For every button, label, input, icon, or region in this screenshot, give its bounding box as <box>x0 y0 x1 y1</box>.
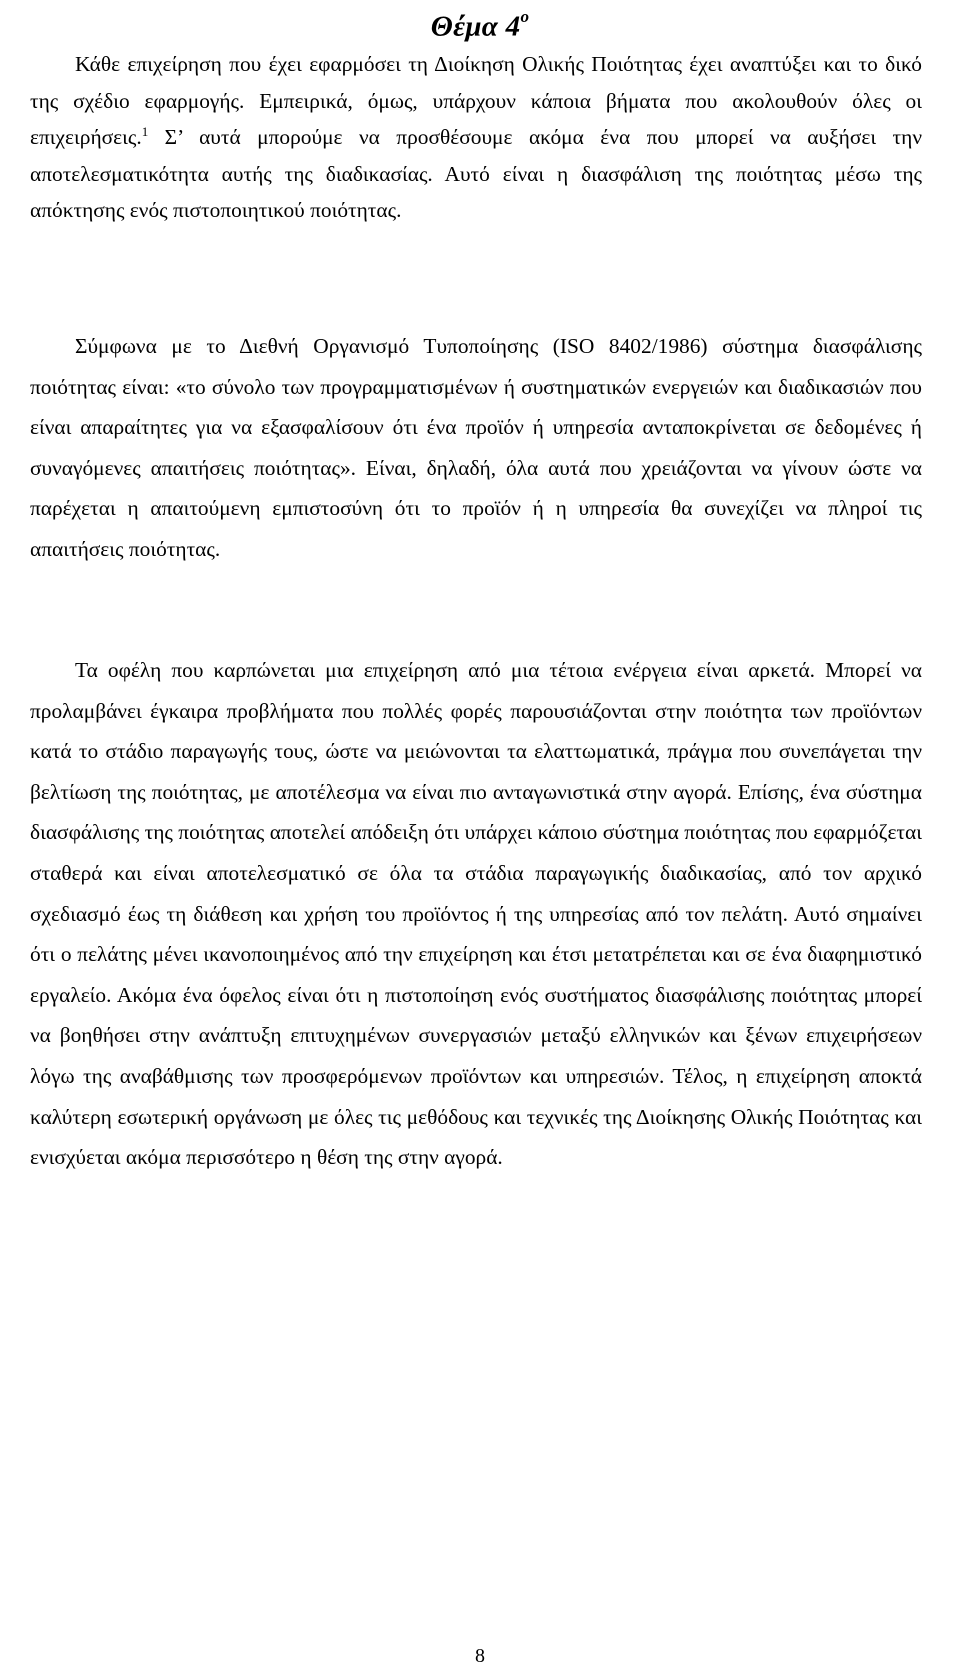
paragraph-1-text-b: Σ’ αυτά μπορούμε να προσθέσουμε ακόμα ένα που μπορεί να αυξήσει την αποτελεσματικότητα αυτής της διαδικασίας. Αυτό είναι η διασφάλιση της ποιότητας μέσω της απόκτησης ενός πιστοποιητικού ποιότητας. <box>30 125 922 223</box>
heading-text: Θέμα 4 <box>430 10 521 43</box>
paragraph-3-block <box>30 650 922 1178</box>
paragraph-3: Τα οφέλη που καρπώνεται μια επιχείρηση από μια τέτοια ενέργεια είναι αρκετά. Μπορεί να προλαμβάνει έγκαιρα προβλήματα που πολλές φορές παρουσιάζονται στην ποιότητα των προϊόντων κατά το στάδιο παραγωγής τους, ώστε να μειώνονται τα ελαττωματικά, πράγμα που συνεπάγεται την βελτίωση της ποιότητας, με αποτέλεσμα να είναι πιο ανταγωνιστικά στην αγορά. Επίσης, ένα σύστημα διασφάλισης της ποιότητας αποτελεί απόδειξη ότι υπάρχει κάποιο σύστημα ποιότητας που εφαρμόζεται σταθερά και είναι αποτελεσματικό σε όλα τα στάδια παραγωγικής διαδικασίας, από τον αρχικό σχεδιασμό έως τη διάθεση και χρήση του προϊόντος ή της υπηρεσίας από τον πελάτη. Αυτό σημαίνει ότι ο πελάτης μένει ικανοποιημένος από την επιχείρηση και έτσι μετατρέπεται και σε ένα διαφημιστικό εργαλείο. Ακόμα ένα όφελος είναι ότι η πιστοποίηση ενός συστήματος διασφάλισης ποιότητας μπορεί να βοηθήσει στην ανάπτυξη επιτυχημένων συνεργασιών μεταξύ ελληνικών και ξένων επιχειρήσεων λόγω της αναβάθμισης των προσφερόμενων προϊόντων και υπηρεσιών. Τέλος, η επιχείρηση αποκτά καλύτερη εσωτερική οργάνωση με όλες τις μεθόδους και τεχνικές της Διοίκησης Ολικής Ποιότητας και ενισχύεται ακόμα περισσότερο η θέση της στην αγορά. <box>30 658 922 1170</box>
paragraph-1 <box>30 46 922 229</box>
footnote-reference[interactable]: 1 <box>141 124 149 140</box>
paragraph-2-block <box>30 326 922 570</box>
paragraph-1-text-a: Κάθε επιχείρηση που έχει εφαρμόσει τη Διοίκηση Ολικής Ποιότητας έχει αναπτύξει και το δικό της σχέδιο εφαρμογής. Εμπειρικά, όμως, υπάρχουν κάποια βήματα που ακολουθούν όλες οι επιχειρήσεις. <box>30 52 922 150</box>
paragraph-2: Σύμφωνα με το Διεθνή Οργανισμό Τυποποίησης (ISO 8402/1986) σύστημα διασφάλισης ποιότητας είναι: «το σύνολο των προγραμματισμένων ή συστηματικών ενεργειών και διαδικασιών που είναι απαραίτητες για να εξασφαλίσουν ότι ένα προϊόν ή υπηρεσία ανταποκρίνεται σε δεδομένες ή συναγόμενες απαιτήσεις ποιότητας». Είναι, δηλαδή, όλα αυτά που χρειάζονται να γίνουν ώστε να παρέχεται η απαιτούμενη εμπιστοσύνη ότι το προϊόν ή η υπηρεσία θα συνεχίζει να πληροί τις απαιτήσεις ποιότητας. <box>30 334 922 561</box>
heading-superscript: ο <box>520 7 530 26</box>
section-heading <box>0 2 960 45</box>
page-number: 8 <box>475 1645 485 1667</box>
paragraph-1-block <box>30 46 922 229</box>
